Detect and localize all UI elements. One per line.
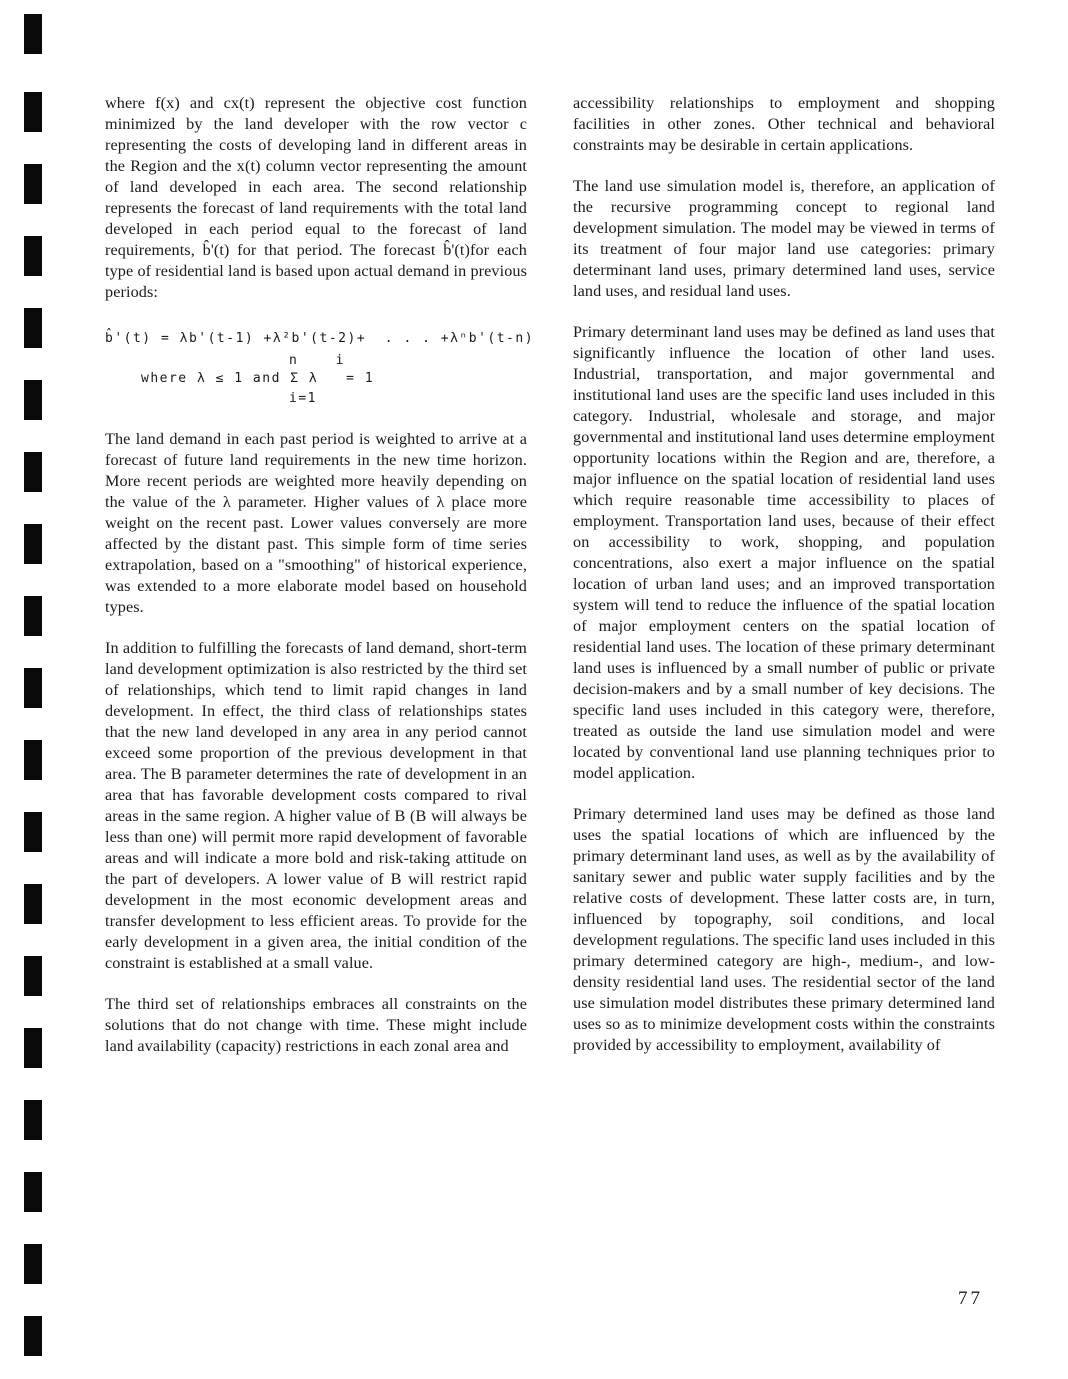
paragraph-primary-determined: Primary determined land uses may be defined as those land uses the spatial locations of which are influenced by the primary determinant land uses, as well as by the availability of sanitary sewer and public water supply facilities and by the relative costs of development. These latter costs are, in turn, influenced by topography, soil conditions, and local development regulations. The specific land uses included in this primary determined category are high-, medium-, and low-density residential land uses. The residential sector of the land use simulation model distributes these primary determined land uses so as to minimize development costs within the constraints provided by accessibility to employment, availability of xyxy=(573,805,995,1054)
binding-hole xyxy=(24,380,42,420)
equation-sum-upper-limits: n i xyxy=(289,353,345,368)
right-column xyxy=(573,93,995,1076)
binding-hole xyxy=(24,524,42,564)
paragraph-optimization-constraints: In addition to fulfilling the forecasts of land demand, short-term land development optimization is also restricted by the third set of relationships, which tend to limit rapid changes in land development. In effect, the third class of relationships states that the new land developed in any area in any period cannot exceed some proportion of the previous development in that area. The B parameter determines the rate of development in an area that has favorable development costs compared to rival areas in the same region. A higher value of B (B will always be less than one) will permit more rapid development of favorable areas and will indicate a more bold and risk-taking attitude on the part of developers. A lower value of B will restrict rapid development in the most economic development areas and transfer development to less efficient areas. To provide for the early development in a given area, the initial condition of the constraint is established at a small value. xyxy=(105,639,527,972)
binding-hole xyxy=(24,14,42,54)
binding-hole xyxy=(24,668,42,708)
binding-hole xyxy=(24,1100,42,1140)
equation-main-line: b̂'(t) = λb'(t-1) +λ²b'(t-2)+ . . . +λⁿb'(t-n) xyxy=(105,331,535,346)
equation-sum-lower-limit: i=1 xyxy=(289,391,317,406)
binding-hole xyxy=(24,956,42,996)
paragraph-third-set-relationships: The third set of relationships embraces all constraints on the solutions that do not change with time. These might include land availability (capacity) restrictions in each zonal area and xyxy=(105,995,527,1055)
binding-hole xyxy=(24,1316,42,1356)
equation-condition: where λ ≤ 1 and Σ λ = 1 xyxy=(141,371,375,386)
binding-hole xyxy=(24,164,42,204)
binding-hole xyxy=(24,1172,42,1212)
paragraph-land-demand: The land demand in each past period is weighted to arrive at a forecast of future land requirements in the new time horizon. More recent periods are weighted more heavily depending on the value of the λ parameter. Higher values of λ place more weight on the recent past. Lower values conversely are more affected by the distant past. This simple form of time series extrapolation, based on a "smoothing" of historical experience, was extended to a more elaborate model based on household types. xyxy=(105,430,527,616)
paragraph-accessibility: accessibility relationships to employment and shopping facilities in other zones. Other technical and behavioral constraints may be desirable in certain applications. xyxy=(573,94,995,154)
binding-hole xyxy=(24,236,42,276)
binding-hole xyxy=(24,92,42,132)
binding-hole xyxy=(24,812,42,852)
binding-hole xyxy=(24,884,42,924)
binding-hole xyxy=(24,740,42,780)
binding-hole xyxy=(24,1244,42,1284)
paragraph-simulation-model: The land use simulation model is, therefore, an application of the recursive programming concept to regional land development simulation. The model may be viewed in terms of its treatment of four major land use categories: primary determinant land uses, primary determined land uses, service land uses, and residual land uses. xyxy=(573,177,995,300)
paragraph-primary-determinant: Primary determinant land uses may be defined as land uses that significantly influence the location of other land uses. Industrial, transportation, and major governmental and institutional land uses are the specific land uses included in this category. Industrial, wholesale and storage, and major governmental and institutional land uses determine employment opportunity locations within the Region and are, therefore, a major influence on the spatial location of residential land uses which require reasonable time accessibility to places of employment. Transportation land uses, because of their effect on accessibility to work, shopping, and population concentrations, also exert a major influence on the spatial location of urban land uses; and an improved transportation system will tend to reduce the influence of the spatial location of major employment centers on the spatial location of residential land uses. The location of these primary determinant land uses is influenced by a small number of public or private decision-makers and by a small number of key decisions. The specific land uses included in this category were, therefore, treated as outside the land use simulation model and were located by conventional land use planning techniques prior to model application. xyxy=(573,323,995,782)
binding-hole xyxy=(24,1028,42,1068)
binding-hole xyxy=(24,452,42,492)
binding-hole xyxy=(24,596,42,636)
binding-holes xyxy=(24,0,44,1379)
paragraph-objective-function: where f(x) and cx(t) represent the objective cost function minimized by the land developer with the row vector c representing the costs of developing land in different areas in the Region and the x(t) column vector representing the amount of land developed in each area. The second relationship represents the forecast of land requirements with the total land developed in each period equal to the forecast of land requirements, b̂'(t) for that period. The forecast b̂'(t)for each type of residential land is based upon actual demand in previous periods: xyxy=(105,94,527,301)
page-number: 77 xyxy=(958,1288,983,1309)
left-column xyxy=(105,93,535,1077)
binding-hole xyxy=(24,308,42,348)
forecast-equation xyxy=(105,317,535,409)
